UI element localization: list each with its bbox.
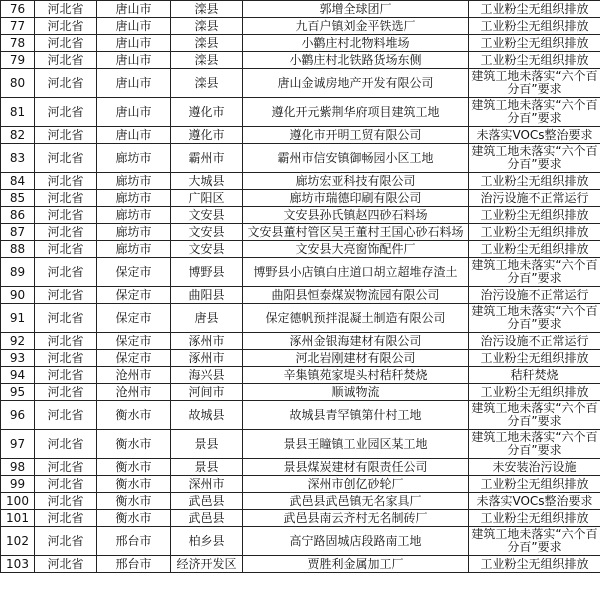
issue-cell: 未安装治污设施: [469, 459, 600, 476]
row-number-cell: 103: [1, 556, 35, 573]
province-cell: 河北省: [35, 144, 97, 173]
site-name-cell: 高宁路固城店段路南工地: [243, 527, 469, 556]
county-cell: 博野县: [171, 258, 243, 287]
site-name-cell: 深州市创亿砂轮厂: [243, 476, 469, 493]
issue-cell: 工业粉尘无组织排放: [469, 224, 600, 241]
issue-cell: 工业粉尘无组织排放: [469, 173, 600, 190]
row-number-cell: 87: [1, 224, 35, 241]
city-cell: 保定市: [97, 287, 171, 304]
row-number-cell: 98: [1, 459, 35, 476]
issue-cell: 建筑工地未落实“六个百分百”要求: [469, 527, 600, 556]
county-cell: 文安县: [171, 207, 243, 224]
province-cell: 河北省: [35, 384, 97, 401]
province-cell: 河北省: [35, 173, 97, 190]
issue-cell: 工业粉尘无组织排放: [469, 384, 600, 401]
city-cell: 唐山市: [97, 69, 171, 98]
issue-cell: 工业粉尘无组织排放: [469, 52, 600, 69]
row-number-cell: 80: [1, 69, 35, 98]
province-cell: 河北省: [35, 430, 97, 459]
province-cell: 河北省: [35, 69, 97, 98]
issue-cell: 工业粉尘无组织排放: [469, 35, 600, 52]
city-cell: 保定市: [97, 333, 171, 350]
issue-cell: 建筑工地未落实“六个百分百”要求: [469, 258, 600, 287]
row-number-cell: 102: [1, 527, 35, 556]
issue-cell: 工业粉尘无组织排放: [469, 350, 600, 367]
site-name-cell: 武邑县南云齐村无名制砖厂: [243, 510, 469, 527]
county-cell: 景县: [171, 430, 243, 459]
province-cell: 河北省: [35, 493, 97, 510]
site-name-cell: 武邑县武邑镇无名家具厂: [243, 493, 469, 510]
city-cell: 廊坊市: [97, 173, 171, 190]
site-name-cell: 小鹳庄村北铁路货场东侧: [243, 52, 469, 69]
table-row: [1, 333, 600, 350]
city-cell: 保定市: [97, 350, 171, 367]
row-number-cell: 78: [1, 35, 35, 52]
city-cell: 保定市: [97, 258, 171, 287]
county-cell: 景县: [171, 459, 243, 476]
table-row: [1, 401, 600, 430]
city-cell: 唐山市: [97, 18, 171, 35]
table-row: [1, 35, 600, 52]
province-cell: 河北省: [35, 350, 97, 367]
site-name-cell: 贾胜利金属加工厂: [243, 556, 469, 573]
city-cell: 唐山市: [97, 52, 171, 69]
county-cell: 文安县: [171, 241, 243, 258]
province-cell: 河北省: [35, 304, 97, 333]
city-cell: 衡水市: [97, 459, 171, 476]
province-cell: 河北省: [35, 459, 97, 476]
issue-cell: 建筑工地未落实“六个百分百”要求: [469, 69, 600, 98]
row-number-cell: 96: [1, 401, 35, 430]
issue-cell: 秸秆焚烧: [469, 367, 600, 384]
table-row: [1, 350, 600, 367]
table-row: [1, 18, 600, 35]
city-cell: 沧州市: [97, 384, 171, 401]
site-name-cell: 遵化市开明工贸有限公司: [243, 127, 469, 144]
city-cell: 邢台市: [97, 527, 171, 556]
row-number-cell: 97: [1, 430, 35, 459]
county-cell: 滦县: [171, 1, 243, 18]
county-cell: 涿州市: [171, 350, 243, 367]
row-number-cell: 94: [1, 367, 35, 384]
city-cell: 唐山市: [97, 35, 171, 52]
county-cell: 武邑县: [171, 510, 243, 527]
county-cell: 曲阳县: [171, 287, 243, 304]
province-cell: 河北省: [35, 190, 97, 207]
site-name-cell: 霸州市信安镇御畅园小区工地: [243, 144, 469, 173]
table-row: [1, 367, 600, 384]
issue-cell: 建筑工地未落实“六个百分百”要求: [469, 144, 600, 173]
province-cell: 河北省: [35, 224, 97, 241]
issue-cell: 未落实VOCs整治要求: [469, 493, 600, 510]
issue-cell: 治污设施不正常运行: [469, 287, 600, 304]
city-cell: 衡水市: [97, 493, 171, 510]
city-cell: 保定市: [97, 304, 171, 333]
issue-cell: 治污设施不正常运行: [469, 333, 600, 350]
table-row: [1, 144, 600, 173]
site-name-cell: 廊坊市瑞德印刷有限公司: [243, 190, 469, 207]
table-row: [1, 556, 600, 573]
city-cell: 衡水市: [97, 476, 171, 493]
county-cell: 广阳区: [171, 190, 243, 207]
county-cell: 唐县: [171, 304, 243, 333]
site-name-cell: 博野县小店镇白庄道口胡立超堆存渣土: [243, 258, 469, 287]
city-cell: 廊坊市: [97, 224, 171, 241]
city-cell: 沧州市: [97, 367, 171, 384]
row-number-cell: 83: [1, 144, 35, 173]
county-cell: 海兴县: [171, 367, 243, 384]
table-row: [1, 459, 600, 476]
county-cell: 涿州市: [171, 333, 243, 350]
issue-cell: 工业粉尘无组织排放: [469, 241, 600, 258]
row-number-cell: 95: [1, 384, 35, 401]
row-number-cell: 82: [1, 127, 35, 144]
site-name-cell: 景县煤炭建材有限责任公司: [243, 459, 469, 476]
county-cell: 滦县: [171, 52, 243, 69]
city-cell: 廊坊市: [97, 190, 171, 207]
province-cell: 河北省: [35, 98, 97, 127]
table-row: [1, 190, 600, 207]
province-cell: 河北省: [35, 1, 97, 18]
county-cell: 经济开发区: [171, 556, 243, 573]
city-cell: 廊坊市: [97, 207, 171, 224]
site-name-cell: 河北岩刚建材有限公司: [243, 350, 469, 367]
province-cell: 河北省: [35, 241, 97, 258]
site-name-cell: 郭增全球团厂: [243, 1, 469, 18]
row-number-cell: 76: [1, 1, 35, 18]
province-cell: 河北省: [35, 35, 97, 52]
issue-cell: 建筑工地未落实“六个百分百”要求: [469, 430, 600, 459]
site-name-cell: 故城县青罕镇第什村工地: [243, 401, 469, 430]
row-number-cell: 99: [1, 476, 35, 493]
site-name-cell: 文安县孙氏镇赵四砂石料场: [243, 207, 469, 224]
issue-cell: 工业粉尘无组织排放: [469, 476, 600, 493]
row-number-cell: 91: [1, 304, 35, 333]
province-cell: 河北省: [35, 207, 97, 224]
province-cell: 河北省: [35, 556, 97, 573]
row-number-cell: 93: [1, 350, 35, 367]
county-cell: 滦县: [171, 35, 243, 52]
province-cell: 河北省: [35, 367, 97, 384]
row-number-cell: 88: [1, 241, 35, 258]
site-name-cell: 文安县大亮窗饰配件厂: [243, 241, 469, 258]
row-number-cell: 92: [1, 333, 35, 350]
issue-cell: 工业粉尘无组织排放: [469, 1, 600, 18]
row-number-cell: 85: [1, 190, 35, 207]
province-cell: 河北省: [35, 510, 97, 527]
table-row: [1, 207, 600, 224]
table-row: [1, 241, 600, 258]
table-row: [1, 127, 600, 144]
issue-cell: 工业粉尘无组织排放: [469, 556, 600, 573]
province-cell: 河北省: [35, 476, 97, 493]
site-name-cell: 廊坊宏亚科技有限公司: [243, 173, 469, 190]
county-cell: 深州市: [171, 476, 243, 493]
city-cell: 衡水市: [97, 430, 171, 459]
site-name-cell: 小鹳庄村北物料堆场: [243, 35, 469, 52]
table-row: [1, 384, 600, 401]
table-row: [1, 287, 600, 304]
site-name-cell: 唐山金诚房地产开发有限公司: [243, 69, 469, 98]
city-cell: 廊坊市: [97, 144, 171, 173]
table-row: [1, 1, 600, 18]
city-cell: 衡水市: [97, 510, 171, 527]
row-number-cell: 77: [1, 18, 35, 35]
province-cell: 河北省: [35, 527, 97, 556]
table-row: [1, 98, 600, 127]
issue-cell: 未落实VOCs整治要求: [469, 127, 600, 144]
row-number-cell: 84: [1, 173, 35, 190]
site-name-cell: 顺诚物流: [243, 384, 469, 401]
city-cell: 廊坊市: [97, 241, 171, 258]
table-row: [1, 173, 600, 190]
province-cell: 河北省: [35, 127, 97, 144]
row-number-cell: 100: [1, 493, 35, 510]
table-row: [1, 430, 600, 459]
table-row: [1, 510, 600, 527]
county-cell: 遵化市: [171, 98, 243, 127]
row-number-cell: 86: [1, 207, 35, 224]
issue-cell: 建筑工地未落实“六个百分百”要求: [469, 98, 600, 127]
province-cell: 河北省: [35, 258, 97, 287]
issue-cell: 建筑工地未落实“六个百分百”要求: [469, 304, 600, 333]
site-name-cell: 保定德帆预拌混凝土制造有限公司: [243, 304, 469, 333]
row-number-cell: 79: [1, 52, 35, 69]
city-cell: 唐山市: [97, 98, 171, 127]
site-name-cell: 遵化开元紫荆华府项目建筑工地: [243, 98, 469, 127]
table-row: [1, 258, 600, 287]
province-cell: 河北省: [35, 401, 97, 430]
table-row: [1, 527, 600, 556]
county-cell: 霸州市: [171, 144, 243, 173]
city-cell: 唐山市: [97, 127, 171, 144]
province-cell: 河北省: [35, 18, 97, 35]
county-cell: 遵化市: [171, 127, 243, 144]
issue-cell: 工业粉尘无组织排放: [469, 207, 600, 224]
site-name-cell: 曲阳县恒泰煤炭物流园有限公司: [243, 287, 469, 304]
table-body: [1, 1, 600, 573]
issue-cell: 治污设施不正常运行: [469, 190, 600, 207]
province-cell: 河北省: [35, 287, 97, 304]
county-cell: 柏乡县: [171, 527, 243, 556]
county-cell: 故城县: [171, 401, 243, 430]
table-row: [1, 304, 600, 333]
site-name-cell: 九百户镇刘金平铁选厂: [243, 18, 469, 35]
county-cell: 武邑县: [171, 493, 243, 510]
city-cell: 衡水市: [97, 401, 171, 430]
row-number-cell: 90: [1, 287, 35, 304]
city-cell: 邢台市: [97, 556, 171, 573]
site-name-cell: 景县王瞳镇工业园区某工地: [243, 430, 469, 459]
row-number-cell: 89: [1, 258, 35, 287]
county-cell: 文安县: [171, 224, 243, 241]
province-cell: 河北省: [35, 52, 97, 69]
city-cell: 唐山市: [97, 1, 171, 18]
row-number-cell: 81: [1, 98, 35, 127]
province-cell: 河北省: [35, 333, 97, 350]
table-row: [1, 69, 600, 98]
table-row: [1, 224, 600, 241]
table-row: [1, 476, 600, 493]
site-name-cell: 辛集镇苑家堤头村秸秆焚烧: [243, 367, 469, 384]
site-name-cell: 文安县董村管区吴王董村王国心砂石料场: [243, 224, 469, 241]
site-name-cell: 涿州金银海建材有限公司: [243, 333, 469, 350]
county-cell: 大城县: [171, 173, 243, 190]
issue-cell: 工业粉尘无组织排放: [469, 510, 600, 527]
county-cell: 河间市: [171, 384, 243, 401]
issue-cell: 工业粉尘无组织排放: [469, 18, 600, 35]
county-cell: 滦县: [171, 18, 243, 35]
county-cell: 滦县: [171, 69, 243, 98]
table-row: [1, 52, 600, 69]
row-number-cell: 101: [1, 510, 35, 527]
table-row: [1, 493, 600, 510]
issue-cell: 建筑工地未落实“六个百分百”要求: [469, 401, 600, 430]
